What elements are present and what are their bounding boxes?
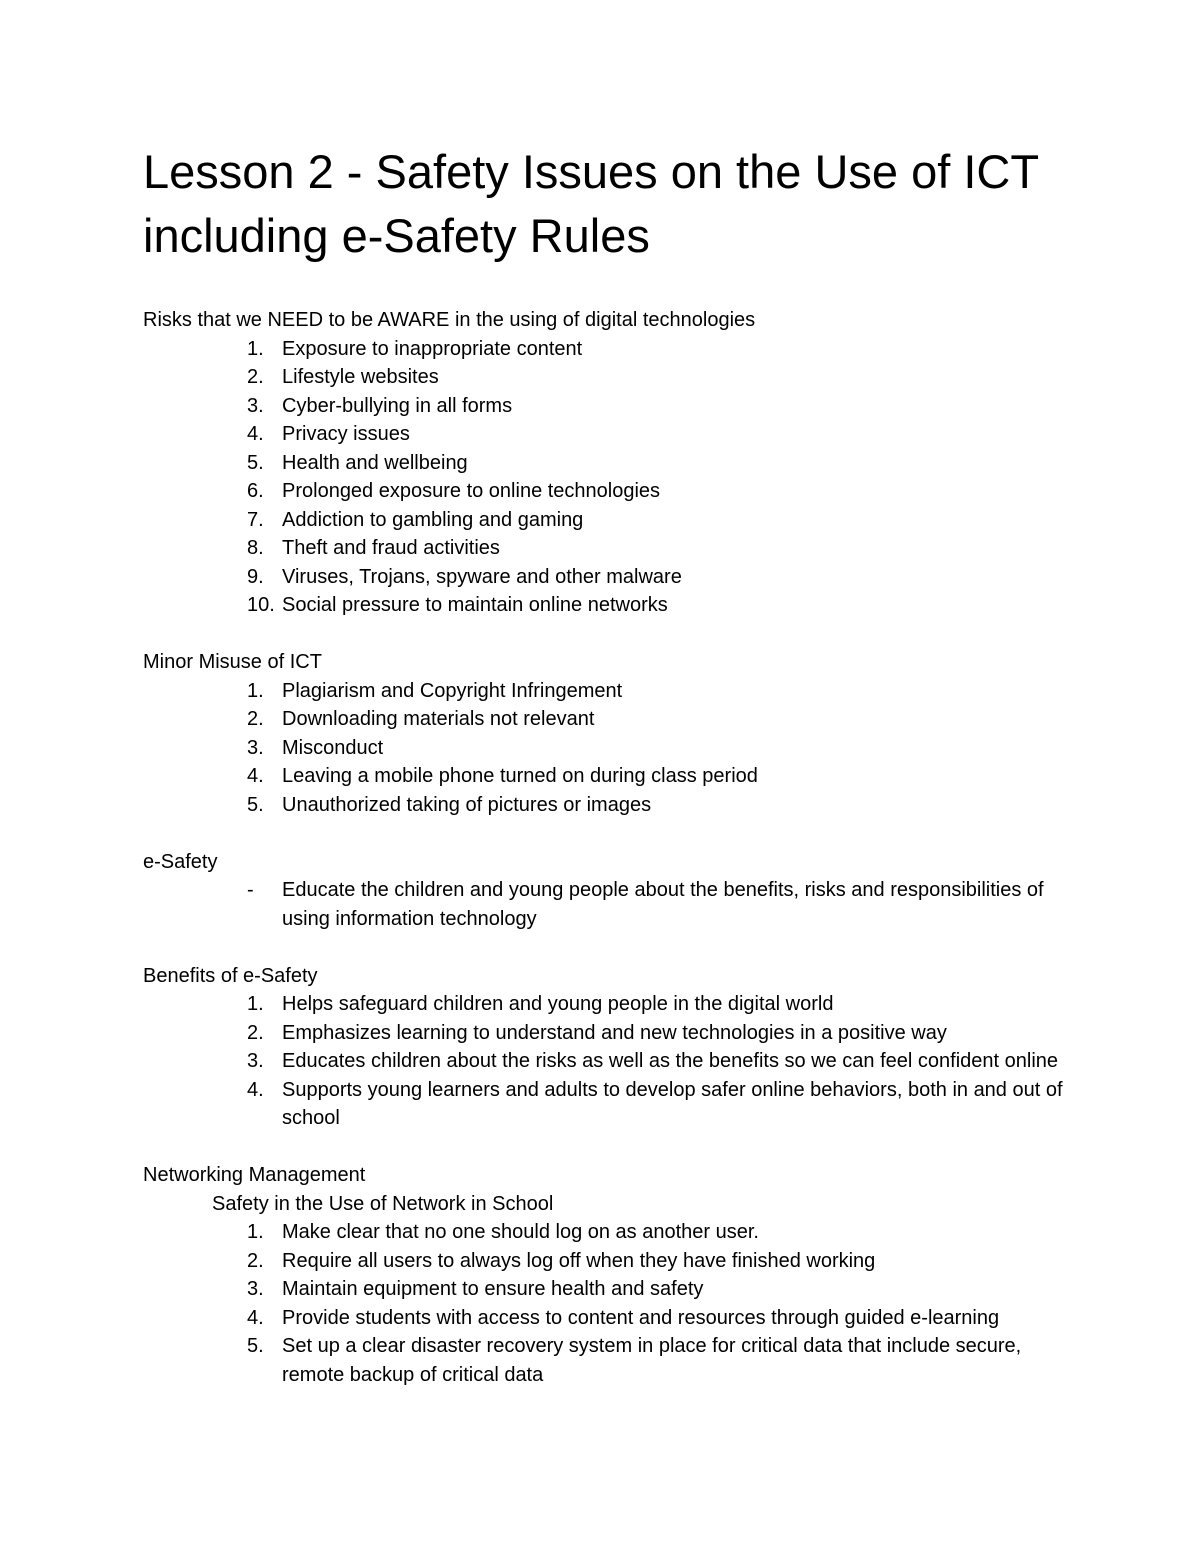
item-number: 6. xyxy=(247,480,264,502)
risks-list xyxy=(143,335,1083,620)
item-text: Cyber-bullying in all forms xyxy=(282,394,513,417)
list-item xyxy=(143,563,1083,592)
item-text: Theft and fraud activities xyxy=(282,537,500,559)
item-text: Plagiarism and Copyright Infringement xyxy=(282,679,623,702)
item-number: 5. xyxy=(247,1335,264,1357)
spacer xyxy=(143,620,1083,649)
section-heading: Risks that we NEED to be AWARE in the using of digital technologies xyxy=(143,309,756,331)
minor-misuse-list xyxy=(143,677,1083,820)
item-number: 3. xyxy=(247,1050,264,1072)
item-number: 2. xyxy=(247,366,264,388)
item-number: 2. xyxy=(247,1021,264,1044)
item-text: Educate the children and young people about the benefits, risks and responsibilities of using information technology xyxy=(282,879,1044,930)
item-text: Exposure to inappropriate content xyxy=(282,337,583,360)
networking-list xyxy=(143,1218,1083,1389)
item-text: Require all users to always log off when they have finished working xyxy=(282,1249,876,1272)
section-esafety xyxy=(143,848,1083,934)
list-item xyxy=(143,477,1083,506)
list-item xyxy=(143,1332,1083,1389)
list-item xyxy=(143,1304,1083,1333)
item-number: 8. xyxy=(247,537,264,559)
item-number: 7. xyxy=(247,508,264,531)
item-text: Social pressure to maintain online networks xyxy=(282,594,668,616)
list-item xyxy=(143,1047,1083,1076)
list-item xyxy=(143,1275,1083,1304)
item-number: 4. xyxy=(247,1306,264,1329)
item-text: Downloading materials not relevant xyxy=(282,708,595,730)
item-text: Make clear that no one should log on as another user. xyxy=(282,1221,759,1243)
section-heading: e-Safety xyxy=(143,850,218,873)
item-text: Health and wellbeing xyxy=(282,451,468,474)
item-text: Leaving a mobile phone turned on during class period xyxy=(282,765,758,787)
list-item xyxy=(143,363,1083,392)
spacer xyxy=(143,819,1083,848)
list-item xyxy=(143,876,1083,933)
list-item xyxy=(143,705,1083,734)
item-bullet: - xyxy=(247,879,254,901)
section-risks xyxy=(143,306,1083,620)
list-item xyxy=(143,506,1083,535)
item-text: Educates children about the risks as well as the benefits so we can feel confident online xyxy=(282,1050,1059,1072)
section-heading: Benefits of e-Safety xyxy=(143,964,318,987)
section-minor-misuse xyxy=(143,648,1083,819)
item-text: Lifestyle websites xyxy=(282,366,439,388)
item-number: 1. xyxy=(247,1221,264,1243)
spacer xyxy=(143,1133,1083,1162)
item-number: 3. xyxy=(247,736,264,759)
list-item xyxy=(143,534,1083,563)
item-number: 4. xyxy=(247,765,264,787)
item-number: 9. xyxy=(247,565,264,588)
list-item xyxy=(143,591,1083,620)
list-item xyxy=(143,392,1083,421)
item-number: 4. xyxy=(247,423,264,445)
list-item xyxy=(143,1247,1083,1276)
item-text: Unauthorized taking of pictures or images xyxy=(282,793,652,816)
item-number: 5. xyxy=(247,793,264,816)
item-text: Emphasizes learning to understand and new technologies in a positive way xyxy=(282,1021,947,1044)
item-text: Set up a clear disaster recovery system in place for critical data that include secure, remote backup of critical data xyxy=(282,1335,1022,1386)
item-text: Prolonged exposure to online technologies xyxy=(282,480,661,502)
list-item xyxy=(143,734,1083,763)
list-item xyxy=(143,420,1083,449)
section-subheading: Safety in the Use of Network in School xyxy=(212,1192,554,1215)
item-text: Privacy issues xyxy=(282,423,410,445)
item-text: Provide students with access to content and resources through guided e-learning xyxy=(282,1306,1000,1329)
item-text: Addiction to gambling and gaming xyxy=(282,508,584,531)
item-text: Viruses, Trojans, spyware and other malware xyxy=(282,565,682,588)
esafety-list xyxy=(143,876,1083,933)
section-benefits xyxy=(143,962,1083,1133)
list-item xyxy=(143,335,1083,364)
item-text: Maintain equipment to ensure health and safety xyxy=(282,1278,704,1300)
list-item xyxy=(143,1076,1083,1133)
page-title: Lesson 2 - Safety Issues on the Use of ICT including e-Safety Rules xyxy=(143,145,1039,262)
section-heading: Networking Management xyxy=(143,1164,366,1186)
list-item xyxy=(143,1218,1083,1247)
item-number: 1. xyxy=(247,337,264,360)
item-number: 4. xyxy=(247,1078,264,1101)
item-number: 5. xyxy=(247,451,264,474)
list-item xyxy=(143,449,1083,478)
item-number: 3. xyxy=(247,1278,264,1300)
item-text: Supports young learners and adults to develop safer online behaviors, both in and out of school xyxy=(282,1078,1063,1129)
item-number: 1. xyxy=(247,993,264,1015)
item-text: Misconduct xyxy=(282,736,384,759)
item-number: 1. xyxy=(247,679,264,702)
list-item xyxy=(143,791,1083,820)
document-page xyxy=(143,140,1083,1389)
item-number: 2. xyxy=(247,708,264,730)
section-networking xyxy=(143,1161,1083,1389)
list-item xyxy=(143,762,1083,791)
section-heading: Minor Misuse of ICT xyxy=(143,651,322,673)
spacer xyxy=(143,933,1083,962)
list-item xyxy=(143,677,1083,706)
item-text: Helps safeguard children and young people in the digital world xyxy=(282,993,834,1015)
benefits-list xyxy=(143,990,1083,1133)
list-item xyxy=(143,990,1083,1019)
item-number: 10. xyxy=(247,594,275,616)
item-number: 2. xyxy=(247,1249,264,1272)
list-item xyxy=(143,1019,1083,1048)
item-number: 3. xyxy=(247,394,264,417)
